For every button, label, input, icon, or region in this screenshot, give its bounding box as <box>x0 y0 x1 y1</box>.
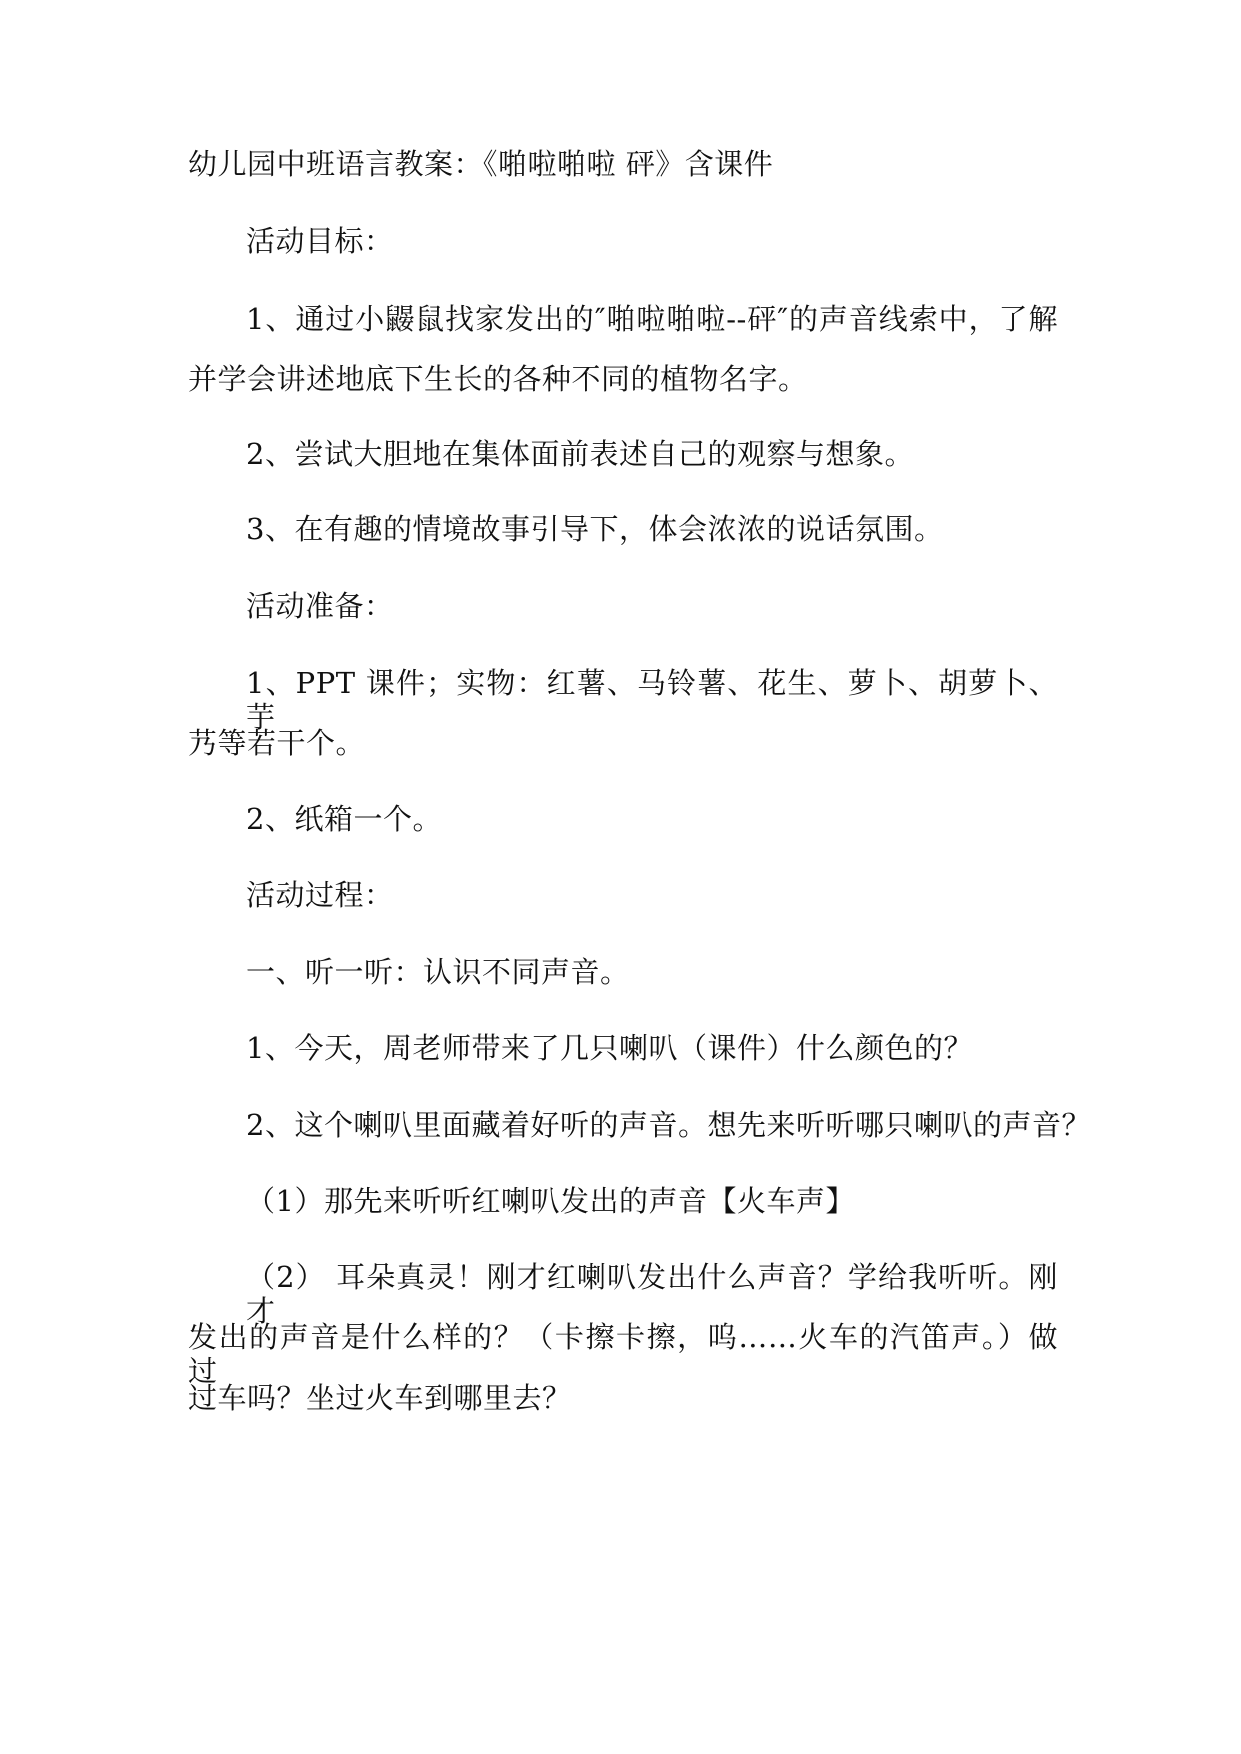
paragraph-line: 1、通过小鼹鼠找家发出的″啪啦啪啦--砰″的声音线索中，了解 <box>246 302 1058 336</box>
section-heading-preparation: 活动准备： <box>246 589 394 623</box>
paragraph-line: 发出的声音是什么样的？（卡擦卡擦，呜……火车的汽笛声。）做过 <box>188 1320 1058 1388</box>
paragraph-line: 过车吗？坐过火车到哪里去？ <box>188 1381 572 1415</box>
paragraph-line: 1、今天，周老师带来了几只喇叭（课件）什么颜色的？ <box>246 1031 973 1065</box>
paragraph-line: 并学会讲述地底下生长的各种不同的植物名字。 <box>188 362 808 396</box>
subsection-heading: 一、听一听：认识不同声音。 <box>246 955 630 989</box>
paragraph-line: 1、PPT 课件；实物：红薯、马铃薯、花生、萝卜、胡萝卜、芋 <box>246 666 1058 734</box>
section-heading-process: 活动过程： <box>246 878 394 912</box>
paragraph-line: 2、纸箱一个。 <box>246 802 442 836</box>
paragraph-line: （2） 耳朵真灵！刚才红喇叭发出什么声音？学给我听听。刚才 <box>246 1260 1058 1328</box>
paragraph-line: 艿等若干个。 <box>188 726 366 760</box>
paragraph-line: 2、这个喇叭里面藏着好听的声音。想先来听听哪只喇叭的声音？ <box>246 1108 1091 1142</box>
paragraph-line: 2、尝试大胆地在集体面前表述自己的观察与想象。 <box>246 437 914 471</box>
document-title: 幼儿园中班语言教案：《啪啦啪啦 砰》含课件 <box>188 147 774 181</box>
paragraph-line: 3、在有趣的情境故事引导下，体会浓浓的说话氛围。 <box>246 512 944 546</box>
paragraph-line: （1）那先来听听红喇叭发出的声音【火车声】 <box>246 1184 855 1218</box>
section-heading-objectives: 活动目标： <box>246 224 394 258</box>
